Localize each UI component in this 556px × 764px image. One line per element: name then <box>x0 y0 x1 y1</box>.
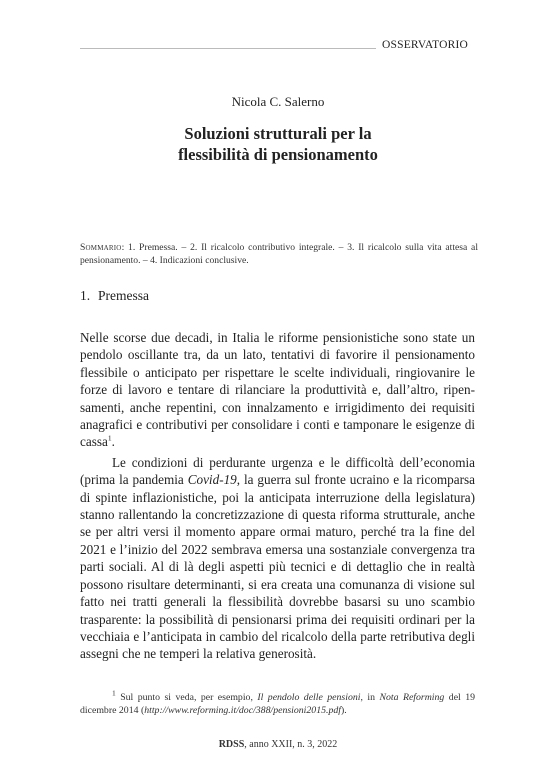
section-heading <box>80 288 149 304</box>
footnote-number: 1 <box>112 688 116 698</box>
paragraph-1-text: Nelle scorse due decadi, in Italia le riforme pensionistiche sono state un pendolo oscillante tra, da un lato, tentativi di favorire il pensionamento flessibile o anticipato per rispettare le scelte individuali, ringiovanire le forze di lavoro e tentare di rilanciare la produttività e, dall’altro, ripensamenti, anche repentini, con innalzamento e irrigidimento dei requisiti anagrafici e contributivi per consolidare i conti e tamponare le esigenze di cassa <box>80 330 475 450</box>
article-title-line-1: Soluzioni strutturali per la <box>184 124 372 143</box>
summary-text: : 1. Premessa. – 2. Il ricalcolo contributivo integrale. – 3. Il ricalcolo sulla vita attesa al pensionamento. – 4. Indicazioni conclusive. <box>80 242 478 266</box>
article-title <box>0 123 556 165</box>
paragraph-1 <box>80 329 475 451</box>
footnote-ref-1[interactable]: 1 <box>107 434 112 444</box>
footnote-em-title: Il pendolo delle pensioni <box>257 692 361 703</box>
footnote-em-source: Nota Reforming <box>379 692 445 703</box>
footnote-text-b: , in <box>360 692 380 703</box>
footer-journal: RDSS <box>218 739 245 750</box>
paragraph-2-emphasis: Covid-19 <box>187 472 237 488</box>
summary <box>80 241 478 267</box>
footnote-text-c: del 19 dicembre 2014 ( <box>80 692 476 716</box>
page-footer <box>0 739 556 750</box>
footnote-text-a: Sul punto si veda, per esempio, <box>115 692 258 703</box>
paragraph-2 <box>80 454 475 663</box>
paragraph-1-end: . <box>111 434 115 450</box>
article-title-line-2: flessibilità di pensionamento <box>178 145 378 164</box>
section-number: 1. <box>80 288 91 303</box>
running-header: OSSERVATORIO <box>382 39 469 51</box>
footnote-text-d: ). <box>340 705 347 716</box>
section-title: Premessa <box>98 288 149 303</box>
paragraph-2-text-b: , la guerra sul fronte ucraino e la ricomparsa di spinte inflazionistiche, poi la anticipata interruzione della legislatura) stanno rallentando la concretizzazione di questa riforma strutturale, anche se per altri versi il momento appare ormai maturo, perché tra la fine del 2021 e l’inizio del 2022 sembrava emersa una sostanziale convergenza tra parti sociali. Al di là degli aspetti più tecnici e di dettaglio che in realtà possono risultare determinanti, si era creata una comunanza di visione sul fatto nei tratti generali la flessibilità dovrebbe basarsi su uno scambio trasparente: la possibilità di pensionarsi prima dei requisiti ordinari per la vecchiaia e l’anticipata in cambio del ricalcolo della parte retributiva degli assegni che ne temperi la relativa generosità. <box>80 472 475 662</box>
body-text <box>80 329 475 663</box>
header-rule <box>80 48 376 49</box>
article-author: Nicola C. Salerno <box>231 94 325 109</box>
footer-issue: , anno XXII, n. 3, 2022 <box>244 739 338 750</box>
paragraph-2-text-a: Le condizioni di perdurante urgenza e le difficoltà dell’economia (prima la pandemia <box>80 454 475 488</box>
summary-label: Sommario <box>80 242 122 253</box>
footnote-1 <box>80 688 476 717</box>
footnote-link[interactable]: http://www.reforming.it/doc/388/pensioni2015.pdf <box>144 705 341 716</box>
